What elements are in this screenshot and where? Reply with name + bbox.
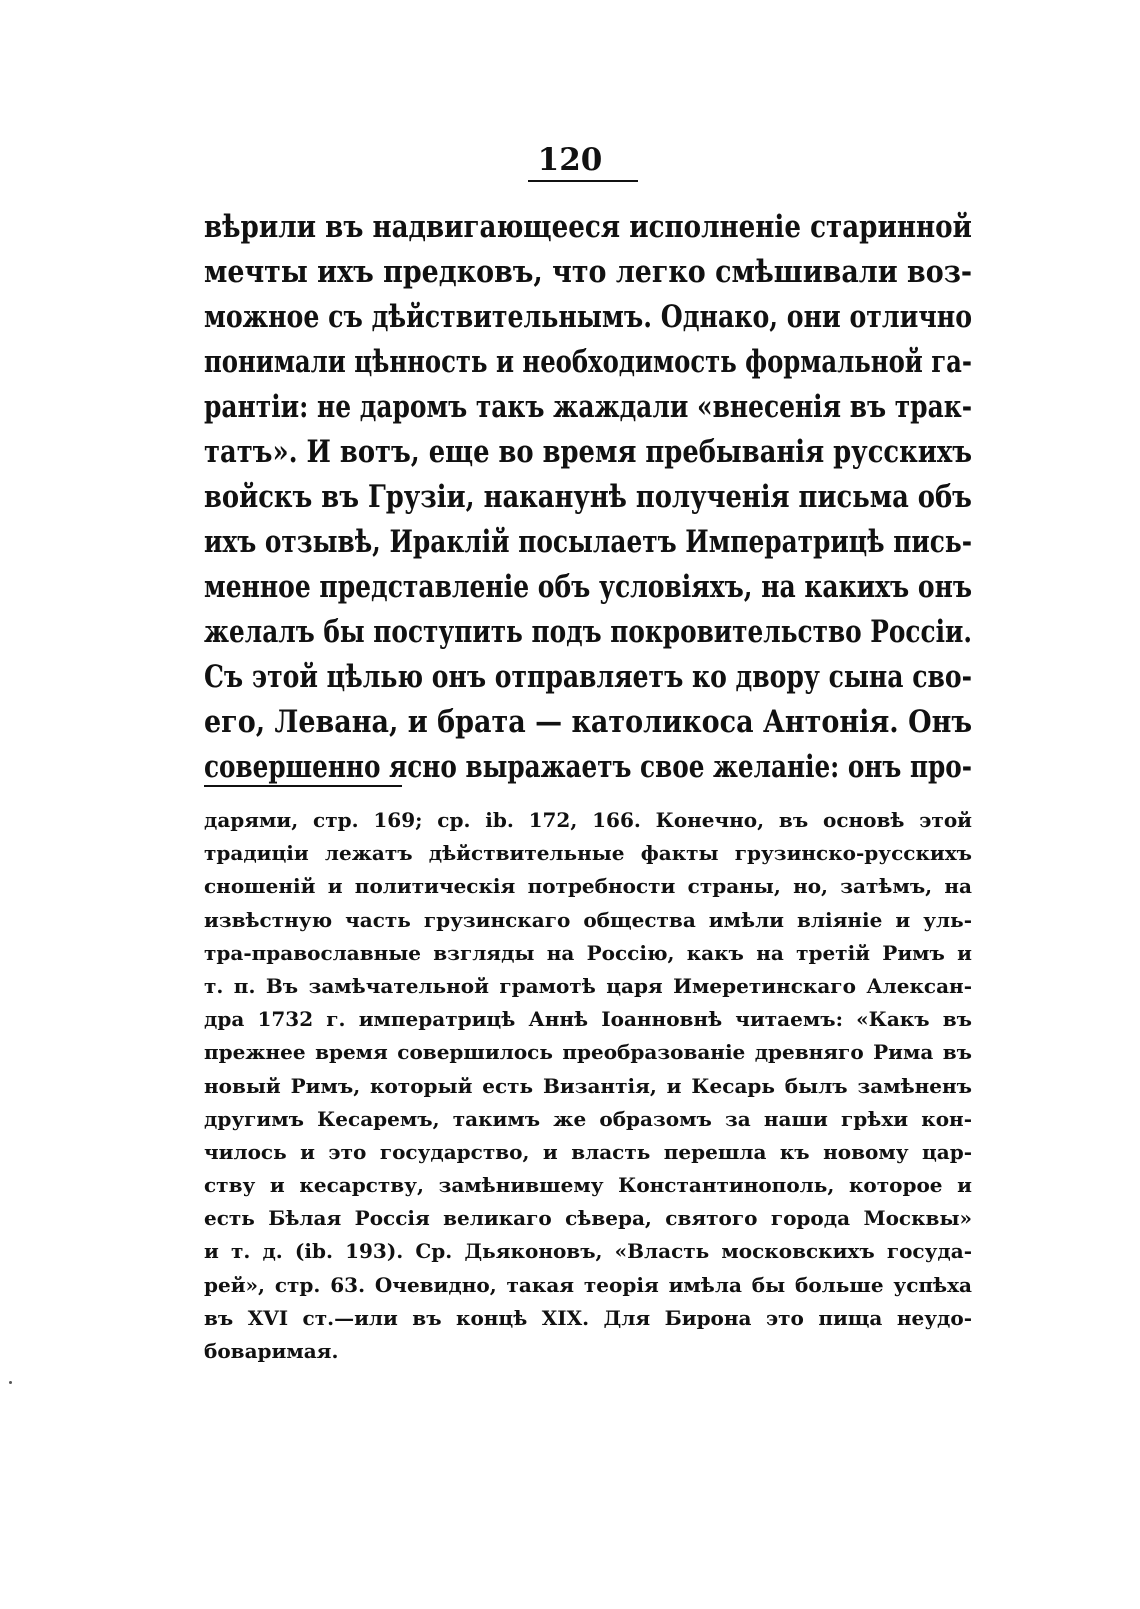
footnote-line: въ XVI ст.—или въ концѣ XIX. Для Бирона это пища неудо- [204, 1305, 972, 1330]
page-number-underline [528, 180, 638, 182]
footnote-line: прежнее время совершилось преобразованіе древняго Рима въ [204, 1040, 972, 1065]
footnote-line: сношеній и политическія потребности страны, но, затѣмъ, на [204, 874, 972, 899]
footnote [204, 804, 972, 1368]
main-text-line: Съ этой цѣлью онъ отправляетъ ко двору сына сво- [204, 659, 972, 695]
footnote-line: т. п. Въ замѣчательной грамотѣ царя Имеретинскаго Алексан- [204, 973, 972, 998]
main-text-line: можное съ дѣйствительнымъ. Однако, они отлично [204, 299, 973, 335]
scan-speck [9, 1381, 12, 1384]
main-text-line: менное представленіе объ условіяхъ, на какихъ онъ [204, 569, 973, 605]
main-text [204, 205, 972, 790]
footnote-line: есть Бѣлая Россія великаго сѣвера, святого города Москвы» [204, 1206, 972, 1231]
footnote-line: традиціи лежатъ дѣйствительные факты грузинско-русскихъ [204, 841, 972, 866]
footnote-line: другимъ Кесаремъ, такимъ же образомъ за наши грѣхи кон- [204, 1106, 972, 1131]
footnote-line: ству и кесарству, замѣнившему Константинополь, которое и [204, 1173, 972, 1198]
main-text-line: войскъ въ Грузіи, наканунѣ полученія письма объ [204, 479, 972, 515]
main-text-line: понимали цѣнность и необходимость формальной га- [204, 344, 973, 380]
main-text-line: совершенно ясно выражаетъ свое желаніе: онъ про- [204, 749, 972, 785]
main-text-line: мечты ихъ предковъ, что легко смѣшивали воз- [204, 254, 973, 290]
main-text-line: ихъ отзывѣ, Ираклій посылаетъ Императрицѣ пись- [204, 524, 973, 560]
main-text-line: татъ». И вотъ, еще во время пребыванія русскихъ [204, 434, 973, 470]
main-text-line: рантіи: не даромъ такъ жаждали «внесенія въ трак- [204, 389, 973, 425]
footnote-line: дарями, стр. 169; ср. ib. 172, 166. Конечно, въ основѣ этой [204, 808, 972, 832]
main-text-line: вѣрили въ надвигающееся исполненіе старинной [204, 209, 972, 245]
footnote-line: новый Римъ, который есть Византія, и Кесарь былъ замѣненъ [204, 1073, 972, 1098]
footnote-line: извѣстную часть грузинскаго общества имѣли вліяніе и уль- [204, 907, 972, 932]
main-text-line: желалъ бы поступить подъ покровительство Россіи. [204, 614, 972, 650]
footnote-line: дра 1732 г. императрицѣ Аннѣ Іоанновнѣ читаемъ: «Какъ въ [204, 1007, 972, 1032]
main-text-line: его, Левана, и брата — католикоса Антонія. Онъ [204, 704, 973, 740]
footnote-line: боваримая. [204, 1339, 339, 1363]
page-number: 120 [537, 142, 603, 178]
footnote-line: чилось и это государство, и власть перешла къ новому цар- [204, 1139, 972, 1164]
footnote-line: тра-православные взгляды на Россію, какъ на третій Римъ и [204, 940, 972, 965]
footnote-line: и т. д. (ib. 193). Ср. Дьяконовъ, «Власть московскихъ госуда- [204, 1239, 972, 1264]
footnote-separator [204, 785, 402, 787]
footnote-line: рей», стр. 63. Очевидно, такая теорія имѣла бы больше успѣха [204, 1272, 972, 1297]
